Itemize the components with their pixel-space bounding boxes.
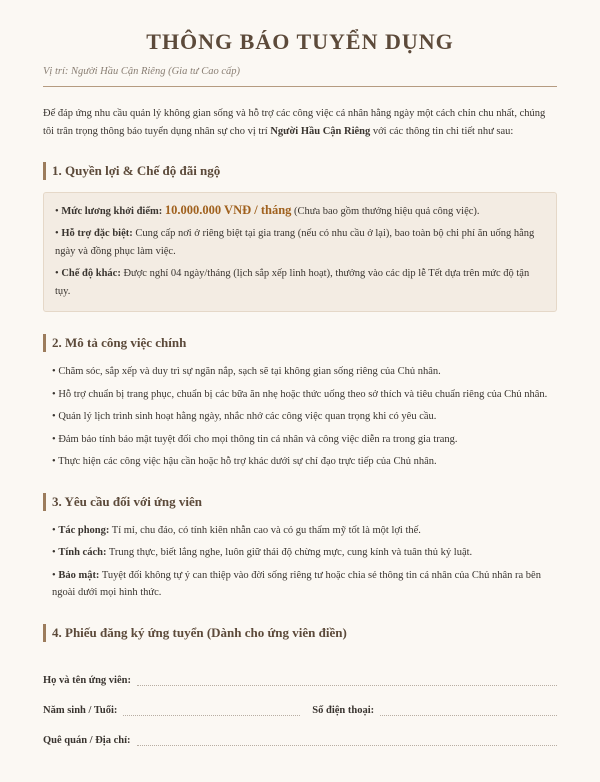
bullet: •: [55, 206, 59, 217]
bullet: •: [52, 547, 56, 558]
duty-text: Đảm bảo tính bảo mật tuyệt đối cho mọi thông tin cá nhân và công việc diễn ra trong gia trang.: [58, 433, 458, 445]
benefit-support: [55, 225, 545, 261]
salary-label: Mức lương khởi điểm:: [61, 206, 163, 217]
list-item: [43, 567, 557, 602]
age-field[interactable]: [123, 695, 300, 716]
bullet: •: [52, 388, 56, 400]
bullet: •: [52, 456, 56, 467]
requirement-label: Bảo mật:: [58, 569, 100, 581]
other-text: Được nghỉ 04 ngày/tháng (lịch sắp xếp linh hoạt), thưởng vào các dịp lễ Tết dựa trên mức độ tận tụy.: [55, 268, 530, 297]
duty-text: Chăm sóc, sắp xếp và duy trì sự ngăn nắp, sạch sẽ tại không gian sống riêng của Chủ nhân.: [58, 366, 441, 377]
section-application-form-heading: 4. Phiếu đăng ký ứng tuyển (Dành cho ứng viên điền): [43, 624, 557, 642]
name-field[interactable]: [137, 665, 557, 686]
page-title: THÔNG BÁO TUYỂN DỤNG: [146, 29, 454, 54]
duties-list: [43, 363, 557, 471]
benefit-other: [55, 265, 545, 301]
list-item: [43, 386, 557, 404]
intro-paragraph: [43, 105, 557, 140]
age-label: Năm sinh / Tuổi:: [43, 704, 118, 716]
phone-label: Số điện thoại:: [312, 704, 375, 716]
bullet: •: [52, 524, 56, 536]
requirement-label: Tác phong:: [58, 524, 110, 536]
address-field[interactable]: [137, 725, 557, 746]
duty-text: Thực hiện các công việc hậu cần hoặc hỗ trợ khác dưới sự chỉ đạo trực tiếp của Chủ nhân.: [58, 456, 437, 467]
requirement-text: Tỉ mỉ, chu đáo, có tính kiên nhẫn cao và có gu thẩm mỹ tốt là một lợi thế.: [109, 524, 421, 536]
intro-text-2: với các thông tin chi tiết như sau:: [370, 125, 514, 137]
bullet: •: [52, 366, 56, 377]
support-label: Hỗ trợ đặc biệt:: [61, 228, 133, 239]
form-row-address: [43, 716, 557, 746]
duty-text: Quản lý lịch trình sinh hoạt hằng ngày, nhắc nhở các công việc quan trọng khi có yêu cầu.: [58, 411, 437, 422]
salary-note: (Chưa bao gồm thưởng hiệu quả công việc).: [291, 206, 480, 217]
section-benefits-heading: 1. Quyền lợi & Chế độ đãi ngộ: [43, 162, 557, 180]
intro-text-1: Để đáp ứng nhu cầu quản lý không gian sống và hỗ trợ các công việc cá nhân hằng ngày một cách chỉn chu nhất, chúng tôi trân trọng thông báo tuyển dụng nhân sự cho vị trí: [43, 108, 546, 137]
requirement-text: Tuyệt đối không tự ý can thiệp vào đời sống riêng tư hoặc chia sẻ thông tin cá nhân của Chủ nhân ra bên ngoài dưới mọi hình thức.: [52, 569, 541, 598]
bullet: •: [55, 228, 59, 239]
bullet: •: [52, 411, 56, 422]
list-item: [43, 408, 557, 426]
requirement-text: Trung thực, biết lắng nghe, luôn giữ thái độ chừng mực, cung kính và tuân thủ kỷ luật.: [106, 547, 473, 558]
requirement-label: Tính cách:: [58, 547, 107, 558]
requirements-list: [43, 522, 557, 602]
form-row-age-phone: [43, 686, 557, 716]
list-item: [43, 522, 557, 540]
bullet: •: [55, 268, 59, 279]
form-row-name: [43, 656, 557, 686]
name-label: Họ và tên ứng viên:: [43, 674, 131, 686]
benefits-box: [43, 192, 557, 312]
section-requirements-heading: 3. Yêu cầu đối với ứng viên: [43, 493, 557, 511]
list-item: [43, 431, 557, 449]
intro-position-name: Người Hầu Cận Riêng: [270, 125, 371, 137]
list-item: [43, 453, 557, 471]
benefit-salary: [55, 201, 545, 221]
bullet: •: [52, 433, 56, 445]
salary-value: 10.000.000 VNĐ / tháng: [164, 203, 292, 217]
application-form: [43, 656, 557, 746]
duty-text: Hỗ trợ chuẩn bị trang phục, chuẩn bị các bữa ăn nhẹ hoặc thức uống theo sở thích và tiêu chuẩn riêng của Chủ nhân.: [58, 388, 548, 400]
support-text: Cung cấp nơi ở riêng biệt tại gia trang (nếu có nhu cầu ở lại), bao toàn bộ chi phí ăn uống hằng ngày và đồng phục làm việc.: [55, 228, 535, 257]
list-item: [43, 363, 557, 381]
list-item: [43, 544, 557, 562]
bullet: •: [52, 569, 56, 581]
section-duties-heading: 2. Mô tả công việc chính: [43, 334, 557, 352]
phone-field[interactable]: [380, 695, 557, 716]
address-label: Quê quán / Địa chỉ:: [43, 734, 131, 746]
position-subtitle: Vị trí: Người Hầu Cận Riêng (Gia tư Cao cấp): [43, 66, 557, 87]
other-label: Chế độ khác:: [61, 268, 121, 279]
